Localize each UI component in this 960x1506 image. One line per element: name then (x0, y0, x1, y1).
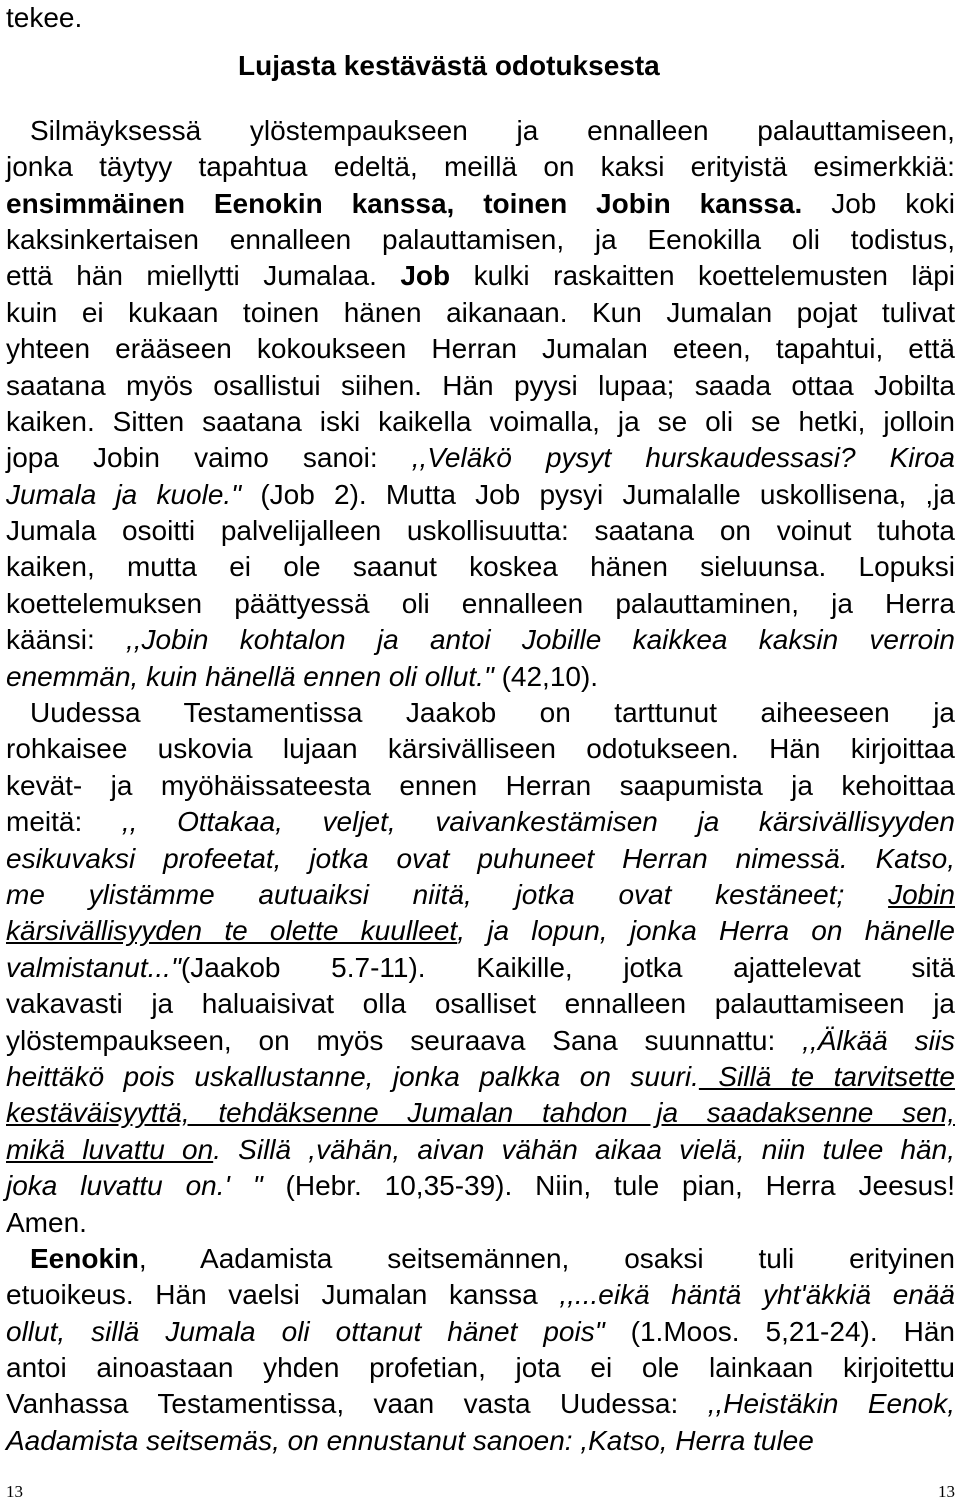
section-heading: Lujasta kestävästä odotuksesta (238, 50, 660, 82)
p2-line-12: kestäväisyyttä, tehdäksenne Jumalan tahdon ja saadaksenne sen, (6, 1097, 955, 1129)
p3-line-6: Aadamista seitsemäs, on ennustanut sanoen: ,Katso, Herra tulee (6, 1424, 814, 1456)
p2-line-14: joka luvattu on.' " (Hebr. 10,35-39). Niin, tule pian, Herra Jeesus! (6, 1170, 955, 1202)
p1-line-14: koettelemuksen päättyessä oli ennalleen palauttaminen, ja Herra (6, 587, 955, 619)
p3-line-3: ollut, sillä Jumala oli ottanut hänet pois" (1.Moos. 5,21-24). Hän (6, 1315, 955, 1347)
p3-line-2: etuoikeus. Hän vaelsi Jumalan kanssa ,,...eikä häntä yht'äkkiä enää (6, 1279, 955, 1311)
paragraph-3 (6, 1241, 955, 1459)
page-number-right: 13 (938, 1482, 955, 1501)
p1-line-6: kuin ei kukaan toinen hänen aikanaan. Kun Jumalan pojat tulivat (6, 296, 955, 328)
paragraph-2 (6, 695, 955, 1241)
document-page (6, 0, 955, 1459)
p1-line-12: Jumala osoitti palvelijalleen uskollisuutta: saatana on voinut tuhota (6, 515, 955, 547)
p1-line-2: jonka täytyy tapahtua edeltä, meillä on kaksi erityistä esimerkkiä: (6, 151, 955, 183)
p1-line-4: kaksinkertaisen ennalleen palauttamisen, ja Eenokilla oli todistus, (6, 223, 955, 255)
p1-line-8: saatana myös osallistui siihen. Hän pyysi lupaa; saada ottaa Jobilta (6, 369, 955, 401)
p1-line-11: Jumala ja kuole." (Job 2). Mutta Job pysyi Jumalalle uskollisena, ,ja (6, 478, 955, 510)
p1-line-3: ensimmäinen Eenokin kanssa, toinen Jobin kanssa. Job koki (6, 187, 955, 219)
page-number-left: 13 (6, 1482, 23, 1501)
p2-line-10: ylöstempaukseen, on myös seuraava Sana suunnattu: ,,Älkää siis (6, 1024, 956, 1056)
p2-line-4: meitä: ,, Ottakaa, veljet, vaivankestämisen ja kärsivällisyyden (6, 806, 955, 838)
p2-line-2: rohkaisee uskovia lujaan kärsivälliseen odotukseen. Hän kirjoittaa (6, 733, 955, 765)
first-line: tekee. (6, 2, 83, 33)
p1-line-5: että hän miellytti Jumalaa. Job kulki raskaitten koettelemusten läpi (6, 260, 955, 292)
p1-line-15: käänsi: ,,Jobin kohtalon ja antoi Jobille kaikkea kaksin verroin (6, 624, 955, 656)
paragraph-1 (6, 113, 955, 695)
p2-line-1: Uudessa Testamentissa Jaakob on tarttunut aiheeseen ja (30, 697, 955, 729)
p1-line-1: Silmäyksessä ylöstempaukseen ja ennalleen palauttamiseen, (30, 114, 955, 146)
p3-line-1: Eenokin, Aadamista seitsemännen, osaksi tuli erityinen (30, 1242, 955, 1274)
p2-line-3: kevät- ja myöhäissateesta ennen Herran saapumista ja kehoittaa (6, 769, 955, 801)
p2-line-6: me ylistämme autuaiksi niitä, jotka ovat kestäneet; Jobin (6, 878, 955, 910)
p3-line-5: Vanhassa Testamentissa, vaan vasta Uudessa: ,,Heistäkin Eenok, (6, 1388, 955, 1420)
p3-line-4: antoi ainoastaan yhden profetian, jota ei ole lainkaan kirjoitettu (6, 1352, 955, 1384)
p1-line-16: enemmän, kuin hänellä ennen oli ollut." (42,10). (6, 660, 599, 692)
p2-line-8: valmistanut..."(Jaakob 5.7-11). Kaikille, jotka ajattelevat sitä (6, 951, 955, 983)
p2-line-15: Amen. (6, 1206, 87, 1238)
p2-line-9: vakavasti ja haluaisivat olla osalliset ennalleen palauttamiseen ja (6, 988, 955, 1020)
p2-line-13: mikä luvattu on. Sillä ,vähän, aivan vähän aikaa vielä, niin tulee hän, (6, 1133, 955, 1165)
p1-line-10: jopa Jobin vaimo sanoi: ,,Veläkö pysyt hurskaudessasi? Kiroa (6, 442, 955, 474)
p1-line-9: kaiken. Sitten saatana iski kaikella voimalla, ja se oli se hetki, jolloin (6, 405, 955, 437)
p2-line-7: kärsivällisyyden te olette kuulleet, ja lopun, jonka Herra on hänelle (6, 915, 956, 947)
p1-line-13: kaiken, mutta ei ole saanut koskea hänen sieluunsa. Lopuksi (6, 551, 955, 583)
p2-line-5: esikuvaksi profeetat, jotka ovat puhuneet Herran nimessä. Katso, (6, 842, 955, 874)
p1-line-7: yhteen erääseen kokoukseen Herran Jumalan eteen, tapahtui, että (6, 333, 955, 365)
p2-line-11: heittäkö pois uskallustanne, jonka palkka on suuri. Sillä te tarvitsette (6, 1060, 955, 1092)
